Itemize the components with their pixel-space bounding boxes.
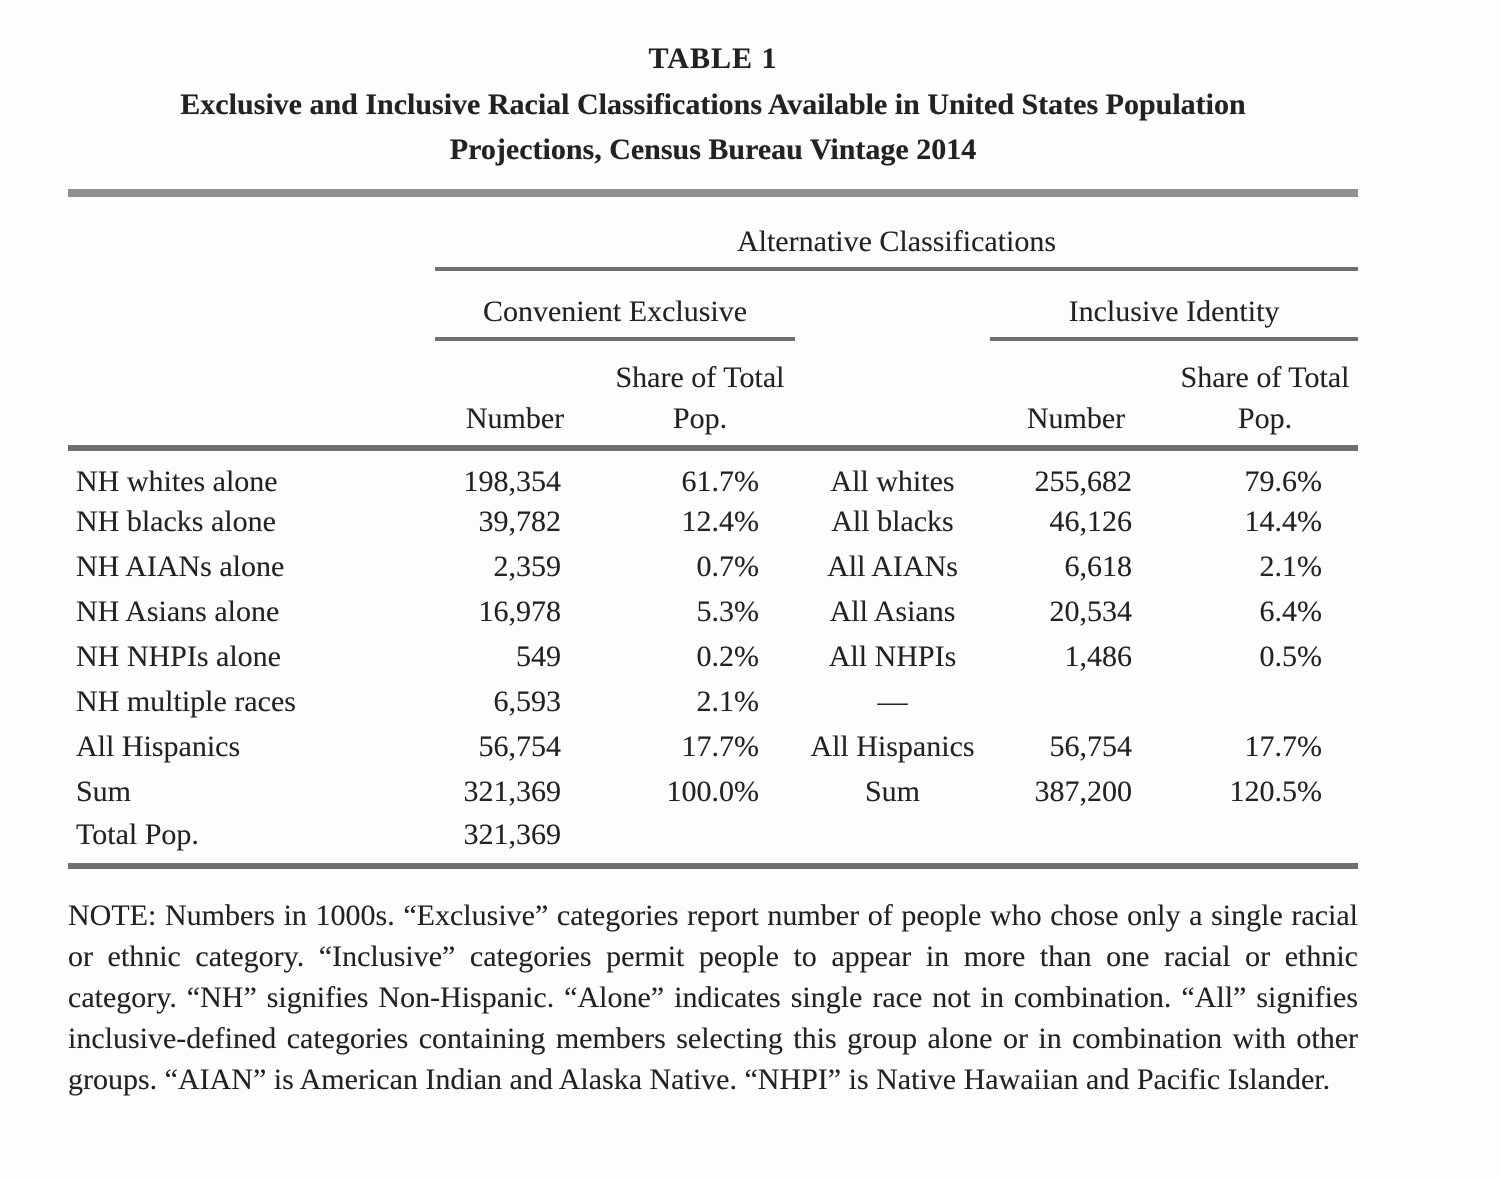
inclusive-share: 79.6% [1244,465,1323,498]
share-header-line1: Share of Total [615,361,785,394]
row-label: NH AIANs alone [76,549,285,583]
inclusive-share: 2.1% [1259,549,1323,583]
table-row [68,499,1358,544]
table-row [68,634,1358,679]
share-header-line1: Share of Total [1180,361,1350,394]
row-label: NH whites alone [76,465,278,498]
exclusive-number: 321,369 [463,817,561,851]
exclusive-number-header [435,339,575,448]
bottom-rule [68,863,1358,869]
row-label: Total Pop. [76,817,199,851]
inclusive-label: All AIANs [827,549,958,583]
row-label: NH Asians alone [76,594,280,628]
row-label: NH NHPIs alone [76,639,281,673]
number-header-text: Number [1026,402,1126,435]
exclusive-share: 2.1% [696,684,759,718]
exclusive-share: 17.7% [681,729,759,763]
table-row [68,679,1358,724]
classification-table [68,197,1358,859]
exclusive-number: 2,359 [493,549,561,583]
exclusive-share: 100.0% [666,774,759,808]
inclusive-label: — [877,684,908,718]
inclusive-number: 46,126 [1049,504,1132,538]
exclusive-number: 321,369 [463,774,561,808]
inclusive-label: All NHPIs [828,639,957,673]
inclusive-identity-header: Inclusive Identity [990,269,1358,339]
column-header-row [68,339,1358,448]
exclusive-share: 0.7% [696,549,759,583]
exclusive-number: 56,754 [478,729,561,763]
table-row [68,589,1358,634]
table-row [68,724,1358,769]
share-header-line2: Pop. [672,402,728,435]
inclusive-label [795,814,990,859]
inclusive-share: 17.7% [1244,729,1323,763]
inclusive-number [990,679,1142,724]
spacer-cell [795,339,990,448]
inclusive-share-header [1142,339,1358,448]
convenient-exclusive-header: Convenient Exclusive [435,269,795,339]
row-label: All Hispanics [76,729,241,763]
exclusive-number: 198,354 [463,465,561,498]
inclusive-share: 6.4% [1259,594,1323,628]
exclusive-share-header [575,339,795,448]
inclusive-share: 14.4% [1244,504,1323,538]
table-header [68,197,1358,448]
inclusive-label: All blacks [831,504,954,538]
inclusive-share [1142,814,1358,859]
inclusive-number-header [990,339,1142,448]
inclusive-number: 1,486 [1064,639,1132,673]
exclusive-share: 61.7% [681,465,759,498]
spacer-cell [795,269,990,339]
spacer-cell [68,339,435,448]
table-body [68,448,1358,859]
row-label: NH multiple races [76,684,296,718]
table-row [68,544,1358,589]
row-label: NH blacks alone [76,504,276,538]
inclusive-label: All Hispanics [810,729,975,763]
inclusive-share: 0.5% [1259,639,1323,673]
table-number-label: TABLE 1 [648,42,778,75]
inclusive-number: 387,200 [1034,774,1132,808]
inclusive-share [1142,679,1358,724]
exclusive-share: 5.3% [696,594,759,628]
number-header-text: Number [465,402,565,435]
inclusive-number: 6,618 [1064,549,1132,583]
table-figure [68,0,1358,1100]
inclusive-label: All whites [830,465,955,498]
table-row [68,769,1358,814]
share-header-line2: Pop. [1237,402,1293,435]
exclusive-share: 0.2% [696,639,759,673]
table-note: NOTE: Numbers in 1000s. “Exclusive” categories report number of people who chose only a single racial or ethnic category. “Inclusive” categories permit people to appear in more than one racial or ethnic category. “NH” signifies Non-Hispanic. “Alone” indicates single race not in combination. “All” signifies inclusive-defined categories containing members selecting this group alone or in combination with other groups. “AIAN” is American Indian and Alaska Native. “NHPI” is Native Hawaiian and Pacific Islander. [68,899,1358,1096]
inclusive-number: 20,534 [1049,594,1132,628]
table-row [68,814,1358,859]
spacer-cell [68,269,435,339]
exclusive-number: 16,978 [478,594,561,628]
inclusive-number: 56,754 [1049,729,1132,763]
title-block [68,0,1358,172]
exclusive-number: 6,593 [493,684,561,718]
table-title-line1: Exclusive and Inclusive Racial Classifications Available in United States Population [180,88,1246,121]
top-double-rule [68,189,1358,197]
group-header: Alternative Classifications [435,197,1358,269]
row-label: Sum [76,774,132,808]
subgroup-header-row [68,269,1358,339]
inclusive-label: All Asians [829,594,956,628]
exclusive-number: 39,782 [478,504,561,538]
group-header-row [68,197,1358,269]
inclusive-share: 120.5% [1229,774,1323,808]
inclusive-number: 255,682 [1034,465,1132,498]
table-title-line2: Projections, Census Bureau Vintage 2014 [449,133,977,166]
spacer-cell [68,197,435,269]
exclusive-share: 12.4% [681,504,759,538]
table-row [68,448,1358,499]
inclusive-label: Sum [864,774,921,808]
inclusive-number [990,814,1142,859]
exclusive-number: 549 [516,639,561,673]
exclusive-share [575,814,795,859]
